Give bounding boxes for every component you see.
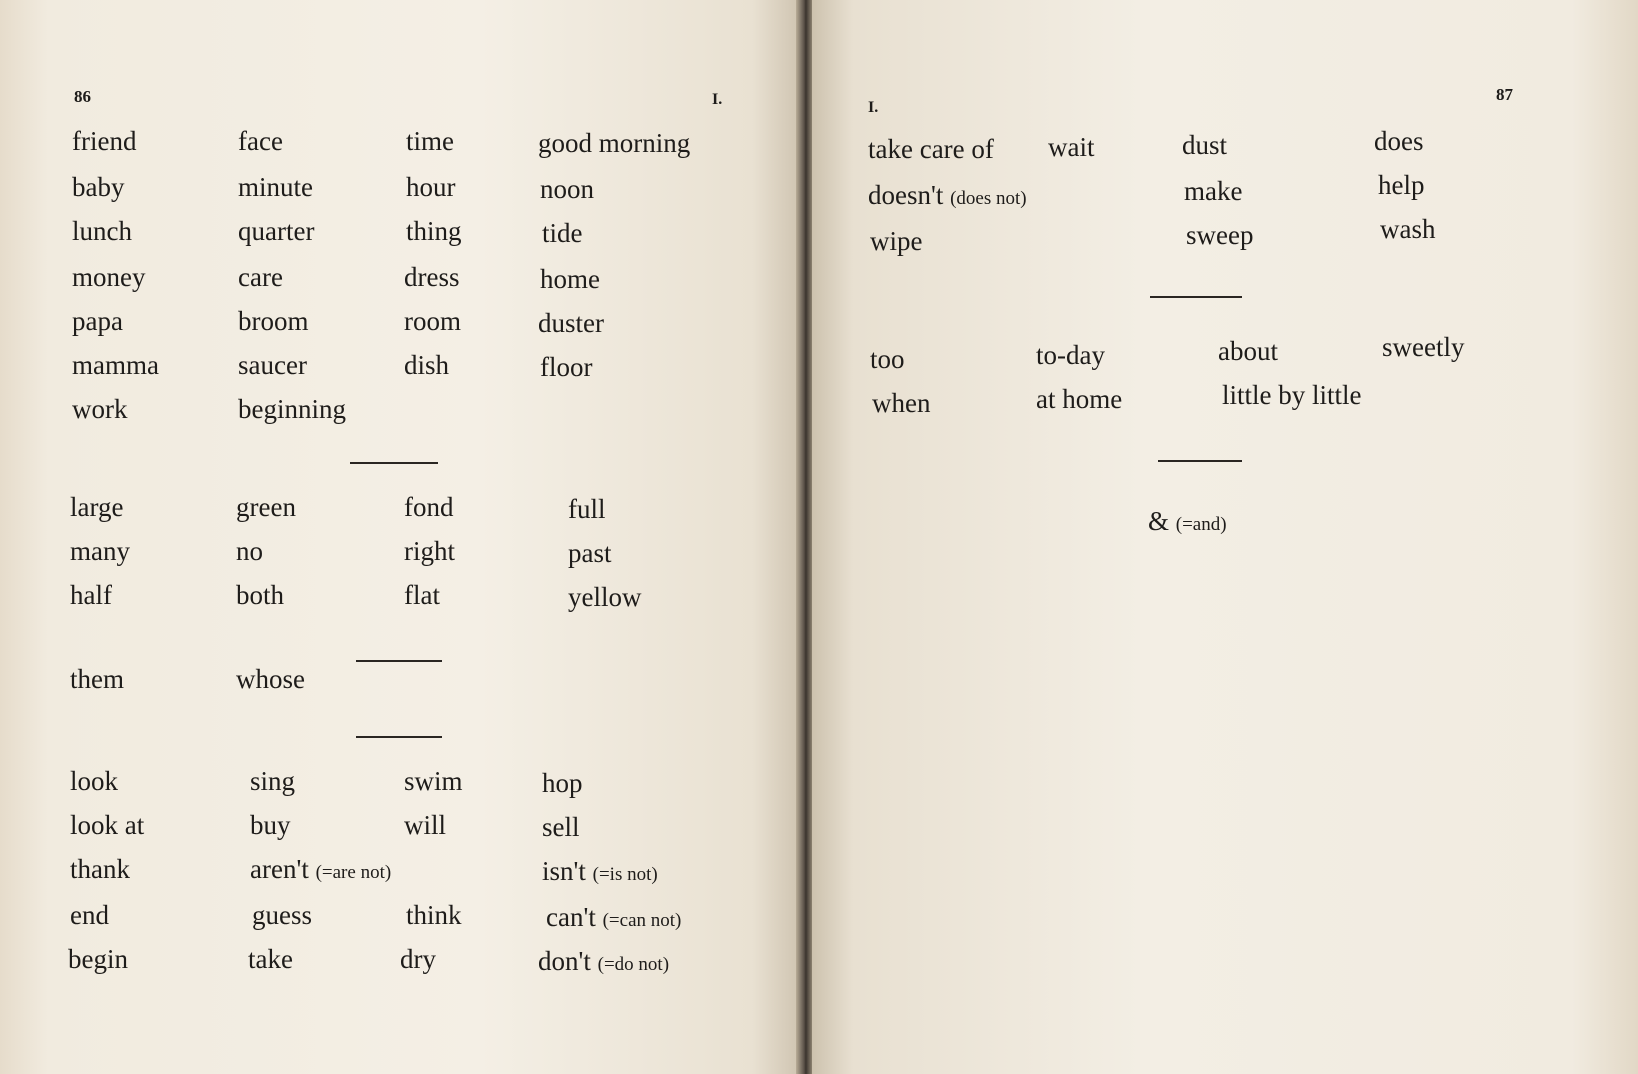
word: home	[540, 264, 600, 294]
word: large	[70, 492, 124, 522]
word: duster	[538, 308, 604, 338]
word: wipe	[870, 226, 923, 256]
left-page	[0, 0, 800, 1074]
word: dry	[400, 944, 436, 974]
word: broom	[238, 306, 309, 336]
word: does	[1374, 126, 1424, 156]
word: dress	[404, 262, 460, 292]
word: money	[72, 262, 146, 292]
right-page	[812, 0, 1638, 1074]
word-with-note	[546, 904, 681, 931]
word: begin	[68, 944, 128, 974]
page-number: 86	[74, 87, 91, 106]
contraction-note: (does not)	[950, 188, 1027, 209]
section-mark: I.	[712, 91, 723, 108]
word: work	[72, 394, 128, 424]
word: quarter	[238, 216, 315, 246]
word: friend	[72, 126, 137, 156]
word: end	[70, 900, 109, 930]
word: take	[248, 944, 293, 974]
word: dust	[1182, 130, 1228, 160]
word: too	[870, 344, 905, 374]
word: papa	[72, 306, 123, 336]
contraction-note: (=are not)	[315, 862, 392, 883]
divider-rule	[350, 462, 438, 464]
word: make	[1184, 176, 1243, 206]
word: wait	[1048, 132, 1095, 162]
word: little by little	[1222, 380, 1362, 410]
contraction-note: (=is not)	[592, 864, 658, 885]
word: sweetly	[1382, 332, 1465, 362]
word: yellow	[568, 582, 642, 612]
word: about	[1218, 336, 1278, 366]
word: no	[236, 536, 263, 566]
word-with-note	[250, 856, 391, 883]
word: lunch	[72, 216, 132, 246]
word: tide	[542, 218, 583, 248]
word: both	[236, 580, 285, 610]
word-with-note	[542, 858, 658, 885]
contraction-note: (=do not)	[597, 954, 670, 975]
word: wash	[1380, 214, 1436, 244]
word: them	[70, 664, 124, 694]
ampersand-entry	[1148, 508, 1227, 535]
divider-rule	[356, 660, 442, 662]
word: floor	[540, 352, 593, 382]
word: look at	[70, 810, 145, 840]
word: many	[70, 536, 130, 566]
word: help	[1378, 170, 1425, 200]
word: green	[236, 492, 296, 522]
word: dish	[404, 350, 450, 380]
word: noon	[540, 174, 594, 204]
word: sweep	[1186, 220, 1254, 250]
word: right	[404, 536, 455, 566]
word: minute	[238, 172, 313, 202]
word: baby	[72, 172, 125, 202]
word: sing	[250, 766, 296, 796]
contraction-note: (=can not)	[602, 910, 682, 931]
word: aren't	[250, 854, 309, 884]
word: think	[406, 900, 462, 930]
word: fond	[404, 492, 454, 522]
word: guess	[252, 900, 312, 930]
word: can't	[546, 902, 596, 932]
word: swim	[404, 766, 463, 796]
word: half	[70, 580, 112, 610]
section-mark: I.	[868, 99, 879, 116]
word: to-day	[1036, 340, 1105, 370]
word: room	[404, 306, 461, 336]
word: will	[404, 810, 447, 840]
word: don't	[538, 946, 591, 976]
word: buy	[250, 810, 291, 840]
divider-rule	[1158, 460, 1242, 462]
word: isn't	[542, 856, 586, 886]
word: whose	[236, 664, 305, 694]
word: saucer	[238, 350, 307, 380]
word: care	[238, 262, 283, 292]
word: flat	[404, 580, 440, 610]
word: full	[568, 494, 606, 524]
ampersand-note: (=and)	[1175, 514, 1227, 535]
ampersand-symbol: &	[1148, 506, 1170, 536]
word: hop	[542, 768, 583, 798]
word: beginning	[238, 394, 346, 424]
word: good morning	[538, 128, 691, 158]
word: at home	[1036, 384, 1123, 414]
page-number: 87	[1496, 85, 1513, 104]
word: hour	[406, 172, 456, 202]
word: when	[872, 388, 931, 418]
divider-rule	[356, 736, 442, 738]
divider-rule	[1150, 296, 1242, 298]
word: thank	[70, 854, 130, 884]
word: thing	[406, 216, 462, 246]
word: take care of	[868, 134, 994, 164]
word: doesn't	[868, 180, 944, 210]
word: look	[70, 766, 119, 796]
word-with-note	[868, 182, 1027, 209]
word: mamma	[72, 350, 159, 380]
word: time	[406, 126, 454, 156]
word-with-note	[538, 948, 669, 975]
word: past	[568, 538, 612, 568]
word: sell	[542, 812, 580, 842]
word: face	[238, 126, 283, 156]
